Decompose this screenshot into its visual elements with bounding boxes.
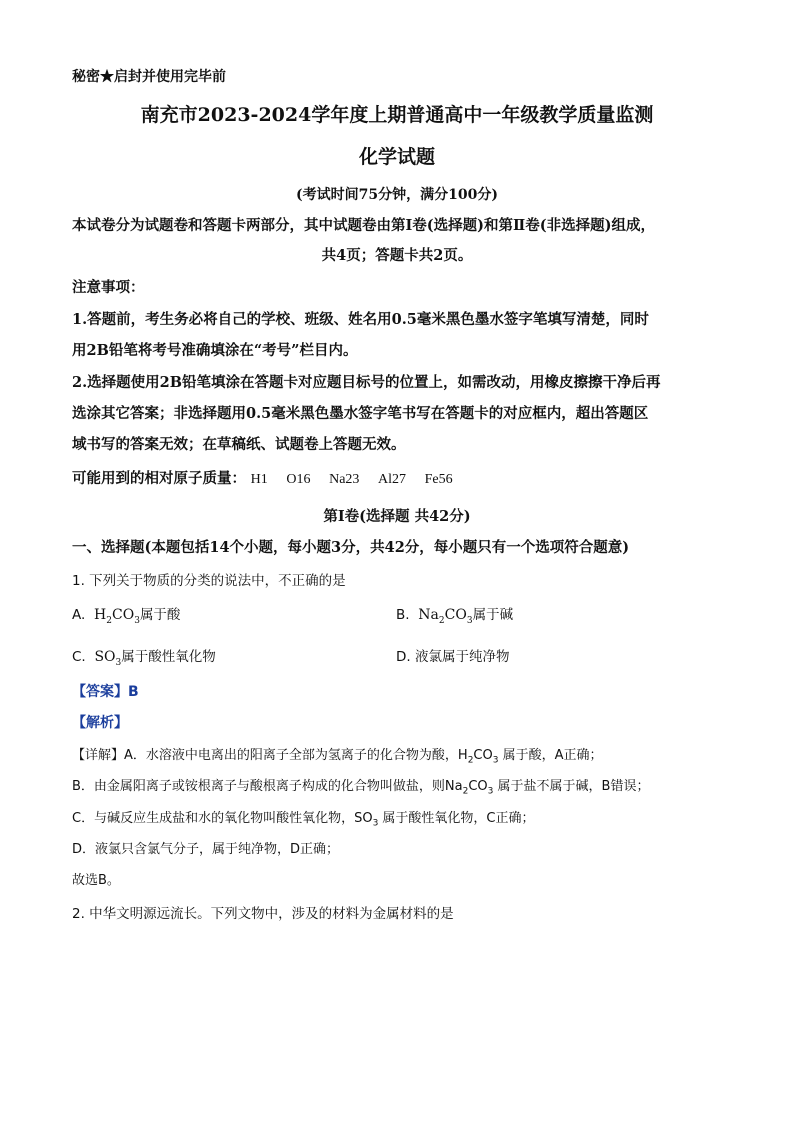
section-1-title: 第Ⅰ卷(选择题 共42分) xyxy=(323,508,471,525)
q1-detail-a-prefix: 【详解】A．水溶液中电离出的阳离子全部为氢离子的化合物为酸， xyxy=(72,748,458,763)
atomic-mass-na: Na23 xyxy=(329,472,360,487)
q1-detail-b-prefix: B．由金属阳离子或铵根离子与酸根离子构成的化合物叫做盐，则 xyxy=(72,779,445,794)
atomic-masses xyxy=(72,467,467,488)
intro-line-1: 本试卷分为试题卷和答题卡两部分，其中试题卷由第Ⅰ卷(选择题)和第Ⅱ卷(非选择题)组成， xyxy=(72,217,655,234)
q1-option-c-text: 属于酸性氧化物 xyxy=(121,649,216,665)
so3-formula: $SO_3$ xyxy=(90,649,122,668)
question-2-stem: 2. 中华文明源远流长。下列文物中，涉及的材料为金属材料的是 xyxy=(72,906,454,922)
atomic-masses-label: 可能用到的相对原子质量： xyxy=(72,470,246,487)
notes-heading: 注意事项： xyxy=(72,279,145,296)
exam-info: (考试时间75分钟，满分100分) xyxy=(296,187,498,203)
question-1-stem: 1. 下列关于物质的分类的说法中，不正确的是 xyxy=(72,573,346,589)
q1-detail-a xyxy=(72,744,603,766)
note-2-line-2: 选涂其它答案；非选择题用0.5毫米黑色墨水签字笔书写在答题卡的对应框内，超出答题区 xyxy=(72,405,649,422)
q1-conclusion: 故选B。 xyxy=(72,873,120,888)
note-1-line-1: 1.答题前，考生务必将自己的学校、班级、姓名用0.5毫米黑色墨水签字笔填写清楚，同时 xyxy=(72,311,649,328)
page-title: 南充市2023-2024学年度上期普通高中一年级教学质量监测 xyxy=(140,104,654,126)
q1-detail-b xyxy=(72,775,649,797)
q1-option-a-letter: A. xyxy=(72,607,86,623)
note-2-line-1: 2.选择题使用2B铅笔填涂在答题卡对应题目标号的位置上，如需改动，用橡皮擦擦干净后再 xyxy=(72,374,661,391)
h2co3-inline: $H_2CO_3$ xyxy=(457,748,499,766)
q1-detail-b-suffix: 属于盐不属于碱，B错误； xyxy=(493,779,650,794)
q1-option-b-text: 属于碱 xyxy=(472,607,514,623)
q1-detail-c xyxy=(72,807,535,829)
q1-option-d xyxy=(396,645,509,665)
atomic-masses-list xyxy=(251,471,467,487)
q1-option-a-text: 属于酸 xyxy=(139,607,181,623)
q1-detail-a-suffix: 属于酸，A正确； xyxy=(498,748,603,763)
atomic-mass-o: O16 xyxy=(286,472,311,487)
q1-option-b-letter: B. xyxy=(396,607,410,623)
na2co3-inline: $Na_2CO_3$ xyxy=(444,779,494,797)
q1-option-a xyxy=(72,603,180,626)
atomic-mass-al: Al27 xyxy=(378,472,407,487)
q1-option-c-letter: C. xyxy=(72,649,86,665)
q1-detail-c-suffix: 属于酸性氧化物，C正确； xyxy=(378,811,535,826)
q1-detail-c-prefix: C．与碱反应生成盐和水的氧化物叫酸性氧化物， xyxy=(72,811,355,826)
q1-option-d-letter: D. xyxy=(396,649,411,665)
na2co3-formula: $Na_2CO_3$ xyxy=(413,607,473,626)
atomic-mass-fe: Fe56 xyxy=(424,472,453,487)
note-2-line-3: 域书写的答案无效；在草稿纸、试题卷上答题无效。 xyxy=(72,436,406,453)
q1-option-b xyxy=(396,603,513,626)
atomic-mass-h: H1 xyxy=(250,472,268,487)
q1-detail-d: D．液氯只含氯气分子，属于纯净物，D正确； xyxy=(72,842,340,857)
q1-analysis-label: 【解析】 xyxy=(72,715,128,731)
note-1-line-2: 用2B铅笔将考号准确填涂在“考号”栏目内。 xyxy=(72,342,358,359)
so3-inline: $SO_3$ xyxy=(354,811,379,829)
q1-option-d-text: 液氯属于纯净物 xyxy=(414,649,510,665)
q1-option-c xyxy=(72,645,216,668)
subject-title: 化学试题 xyxy=(358,146,435,168)
part-1-heading: 一、选择题(本题包括14个小题，每小题3分，共42分，每小题只有一个选项符合题意) xyxy=(72,539,630,556)
intro-line-2: 共4页；答题卡共2页。 xyxy=(321,247,473,264)
secret-header: 秘密★启封并使用完毕前 xyxy=(72,69,226,85)
h2co3-formula: $H_2CO_3$ xyxy=(89,607,140,626)
q1-answer: 【答案】B xyxy=(72,684,139,700)
